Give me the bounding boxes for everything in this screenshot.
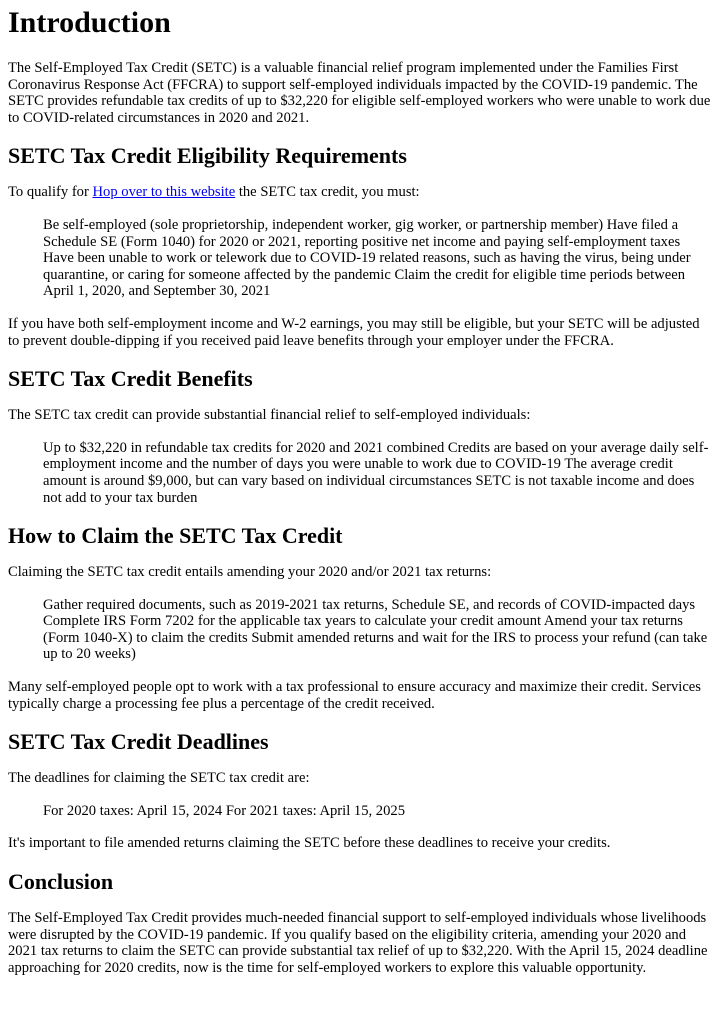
intro-heading: Introduction	[8, 6, 171, 39]
eligibility-lead-after: the SETC tax credit, you must:	[235, 184, 420, 201]
deadlines-quote: For 2020 taxes: April 15, 2024 For 2021 taxes: April 15, 2025	[43, 802, 405, 819]
deadlines-heading: SETC Tax Credit Deadlines	[8, 729, 269, 755]
claim-steps-quote: Gather required documents, such as 2019-2021 tax returns, Schedule SE, and records of COVID-impacted days Complete IRS Form 7202 for the applicable tax years to calculate your credit amount Amend your tax returns (Form 1040-X) to claim the credits Submit amended returns and wait for the IRS to process your refund (can take up to 20 weeks)	[43, 596, 708, 663]
claim-note: Many self-employed people opt to work with a tax professional to ensure accuracy and maximize their credit. Services typically charge a processing fee plus a percentage of the credit received.	[8, 679, 701, 712]
claim-lead: Claiming the SETC tax credit entails amending your 2020 and/or 2021 tax returns:	[8, 564, 492, 581]
deadlines-lead: The deadlines for claiming the SETC tax credit are:	[8, 770, 310, 787]
eligibility-heading: SETC Tax Credit Eligibility Requirements	[8, 143, 407, 169]
eligibility-lead-before: To qualify for	[8, 184, 93, 201]
conclusion-paragraph: The Self-Employed Tax Credit provides much-needed financial support to self-employed individuals whose livelihoods were disrupted by the COVID-19 pandemic. If you qualify based on the eligibility criteria, amending your 2020 and 2021 tax returns to claim the SETC can provide substantial tax relief of up to $32,220. With the April 15, 2024 deadline approaching for 2020 credits, now is the time for self-employed workers to explore this valuable opportunity.	[8, 910, 708, 976]
deadlines-note: It's important to file amended returns claiming the SETC before these deadlines to receive your credits.	[8, 835, 611, 852]
benefits-quote: Up to $32,220 in refundable tax credits for 2020 and 2021 combined Credits are based on your average daily self-employment income and the number of days you were unable to work due to COVID-19 The average credit amount is around $9,000, but can vary based on individual circumstances SETC is not taxable income and does not add to your tax burden	[43, 439, 709, 506]
hop-over-link[interactable]: Hop over to this website	[92, 184, 236, 201]
benefits-heading: SETC Tax Credit Benefits	[8, 366, 253, 392]
conclusion-heading: Conclusion	[8, 869, 114, 895]
eligibility-requirements-quote: Be self-employed (sole proprietorship, independent worker, gig worker, or partnership member) Have filed a Schedule SE (Form 1040) for 2020 or 2021, reporting positive net income and paying self-employment taxes Have been unable to work or telework due to COVID-19 related reasons, such as having the virus, being under quarantine, or caring for someone affected by the pandemic Claim the credit for eligible time periods between April 1, 2020, and September 30, 2021	[43, 216, 691, 300]
eligibility-note: If you have both self-employment income and W-2 earnings, you may still be eligible, but your SETC will be adjusted to prevent double-dipping if you received paid leave benefits through your employer under the FFCRA.	[8, 315, 700, 349]
claim-heading: How to Claim the SETC Tax Credit	[8, 523, 343, 549]
article	[0, 6, 720, 976]
benefits-lead: The SETC tax credit can provide substantial financial relief to self-employed individuals:	[8, 407, 531, 424]
intro-paragraph: The Self-Employed Tax Credit (SETC) is a valuable financial relief program implemented under the Families First Coronavirus Response Act (FFCRA) to support self-employed individuals impacted by the COVID-19 pandemic. The SETC provides refundable tax credits of up to $32,220 for eligible self-employed workers who were unable to work due to COVID-related circumstances in 2020 and 2021.	[8, 60, 711, 126]
eligibility-lead	[8, 184, 712, 201]
